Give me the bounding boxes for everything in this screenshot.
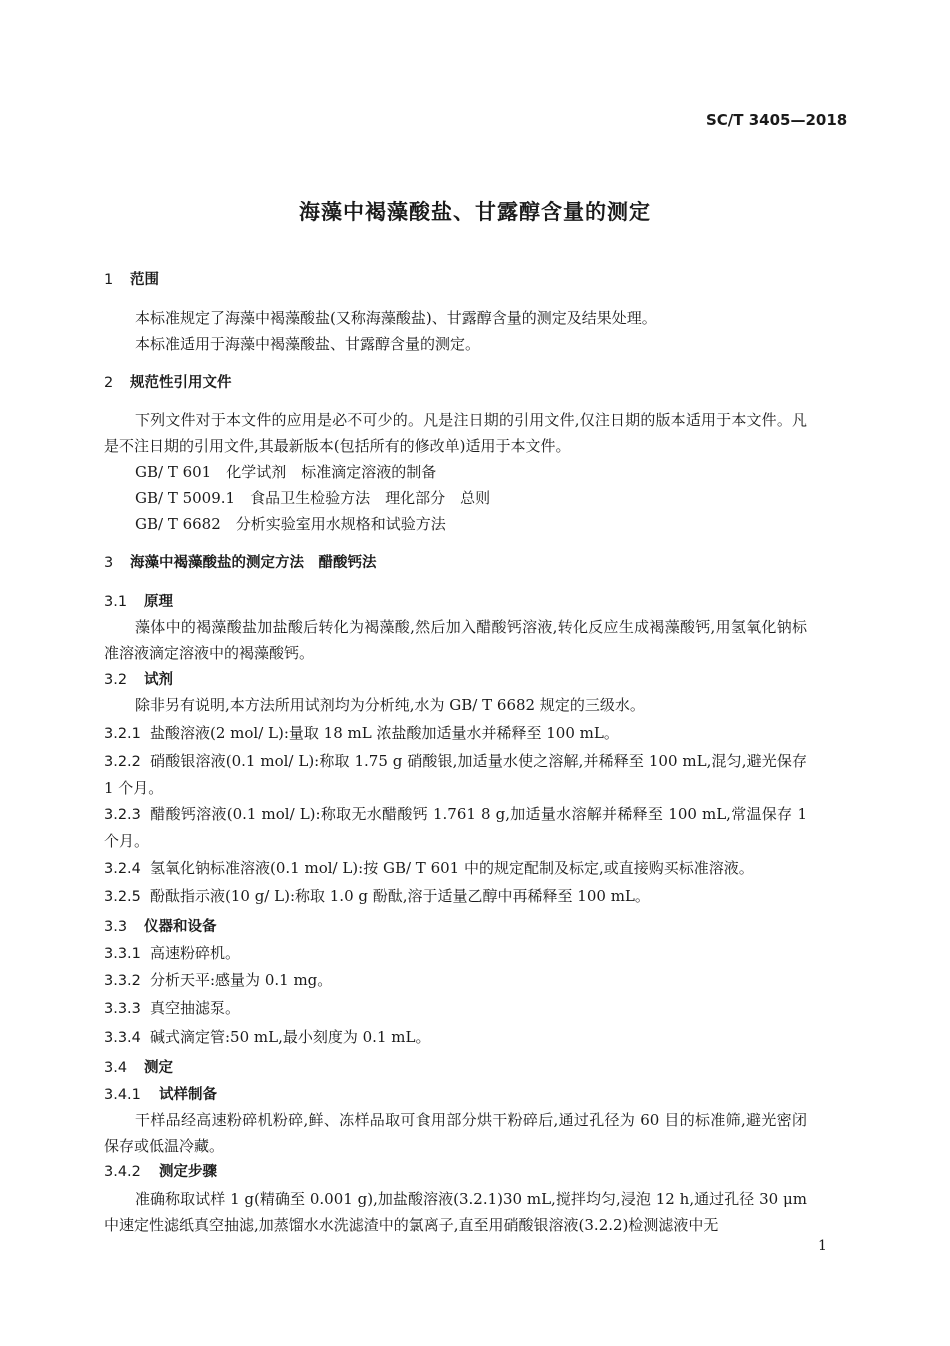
clause-number: 3.2.2 [104, 754, 141, 770]
clause-text: 分析天平:感量为 0.1 mg。 [150, 971, 333, 989]
reference-item: GB/ T 601 化学试剂 标准滴定溶液的制备 [135, 463, 437, 481]
clause-3-3-2 [104, 967, 332, 994]
subsection-title: 测定步骤 [159, 1164, 217, 1180]
subsection-number: 3.4 [104, 1060, 128, 1076]
clause-3-3-4 [104, 1024, 430, 1051]
clause-text: 醋酸钙溶液(0.1 mol/ L):称取无水醋酸钙 1.761 8 g,加适量水溶解并稀释至 100 mL,常温保存 1 个月。 [104, 805, 807, 850]
paragraph: 干样品经高速粉碎机粉碎,鲜、冻样品取可食用部分烘干粉碎后,通过孔径为 60 目的标准筛,避光密闭保存或低温冷藏。 [104, 1111, 807, 1155]
section-heading-3 [104, 551, 377, 572]
clause-number: 3.3.3 [104, 1001, 141, 1017]
subsection-heading-3-4-2 [104, 1160, 217, 1181]
clause-3-2-2 [104, 748, 807, 801]
subsection-number: 3.1 [104, 594, 128, 610]
subsection-heading-3-4 [104, 1056, 173, 1077]
subsection-heading-3-2 [104, 668, 173, 689]
section-title: 规范性引用文件 [130, 375, 232, 391]
clause-text: 碱式滴定管:50 mL,最小刻度为 0.1 mL。 [150, 1028, 431, 1046]
clause-number: 3.3.4 [104, 1030, 141, 1046]
clause-3-3-3 [104, 995, 240, 1022]
section-heading-2 [104, 371, 232, 392]
clause-text: 盐酸溶液(2 mol/ L):量取 18 mL 浓盐酸加适量水并稀释至 100 mL。 [150, 724, 619, 742]
standard-code: SC/T 3405—2018 [706, 111, 848, 129]
document-title: 海藻中褐藻酸盐、甘露醇含量的测定 [299, 200, 651, 224]
clause-3-2-1 [104, 720, 619, 747]
section-number: 1 [104, 272, 114, 288]
subsection-title: 仪器和设备 [144, 919, 217, 935]
clause-number: 3.2.1 [104, 726, 141, 742]
subsection-title: 试样制备 [159, 1087, 217, 1103]
clause-number: 3.3.2 [104, 973, 141, 989]
section-title: 海藻中褐藻酸盐的测定方法 醋酸钙法 [130, 555, 377, 571]
subsection-title: 原理 [144, 594, 173, 610]
clause-3-2-5 [104, 883, 650, 910]
clause-text: 高速粉碎机。 [150, 944, 241, 962]
subsection-title: 测定 [144, 1060, 173, 1076]
subsection-number: 3.4.1 [104, 1087, 141, 1103]
paragraph: 下列文件对于本文件的应用是必不可少的。凡是注日期的引用文件,仅注日期的版本适用于本文件。凡是不注日期的引用文件,其最新版本(包括所有的修改单)适用于本文件。 [104, 411, 807, 455]
subsection-heading-3-3 [104, 915, 217, 936]
clause-number: 3.2.5 [104, 889, 141, 905]
paragraph: 准确称取试样 1 g(精确至 0.001 g),加盐酸溶液(3.2.1)30 mL,搅拌均匀,浸泡 12 h,通过孔径 30 μm中速定性滤纸真空抽滤,加蒸馏水水洗滤渣中的氯离子,直至用硝酸银溶液(3.2.2)检测滤液中无 [104, 1190, 807, 1234]
subsection-heading-3-4-1 [104, 1083, 217, 1104]
clause-number: 3.3.1 [104, 946, 141, 962]
clause-text: 硝酸银溶液(0.1 mol/ L):称取 1.75 g 硝酸银,加适量水使之溶解,并稀释至 100 mL,混匀,避光保存 1 个月。 [104, 752, 807, 797]
clause-3-2-3 [104, 801, 807, 854]
section-number: 2 [104, 375, 114, 391]
section-title: 范围 [130, 272, 159, 288]
paragraph: 本标准适用于海藻中褐藻酸盐、甘露醇含量的测定。 [135, 335, 481, 353]
subsection-number: 3.2 [104, 672, 128, 688]
paragraph: 除非另有说明,本方法所用试剂均为分析纯,水为 GB/ T 6682 规定的三级水。 [135, 696, 645, 714]
clause-text: 酚酞指示液(10 g/ L):称取 1.0 g 酚酞,溶于适量乙醇中再稀释至 100 mL。 [150, 887, 650, 905]
clause-text: 真空抽滤泵。 [150, 999, 241, 1017]
clause-3-3-1 [104, 940, 240, 967]
paragraph: 本标准规定了海藻中褐藻酸盐(又称海藻酸盐)、甘露醇含量的测定及结果处理。 [135, 309, 657, 327]
paragraph: 藻体中的褐藻酸盐加盐酸后转化为褐藻酸,然后加入醋酸钙溶液,转化反应生成褐藻酸钙,用氢氧化钠标准溶液滴定溶液中的褐藻酸钙。 [104, 618, 807, 662]
clause-text: 氢氧化钠标准溶液(0.1 mol/ L):按 GB/ T 601 中的规定配制及标定,或直接购买标准溶液。 [150, 859, 754, 877]
section-heading-1 [104, 268, 159, 289]
subsection-number: 3.4.2 [104, 1164, 141, 1180]
section-number: 3 [104, 555, 114, 571]
reference-item: GB/ T 6682 分析实验室用水规格和试验方法 [135, 515, 446, 533]
clause-number: 3.2.4 [104, 861, 141, 877]
reference-item: GB/ T 5009.1 食品卫生检验方法 理化部分 总则 [135, 489, 491, 507]
page-number: 1 [818, 1238, 827, 1254]
clause-number: 3.2.3 [104, 807, 141, 823]
clause-3-2-4 [104, 855, 754, 882]
subsection-title: 试剂 [144, 672, 173, 688]
subsection-number: 3.3 [104, 919, 128, 935]
subsection-heading-3-1 [104, 590, 173, 611]
